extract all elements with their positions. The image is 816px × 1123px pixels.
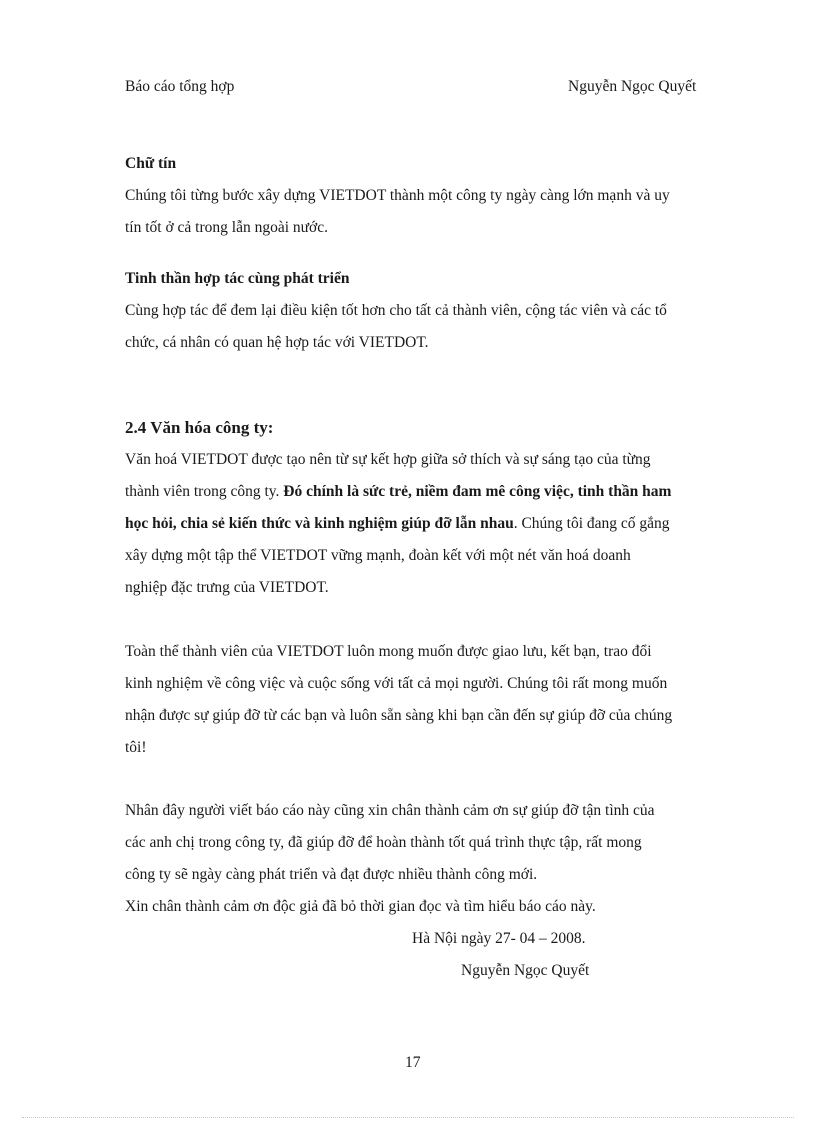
paragraph-line <box>125 483 671 501</box>
signature-name: Nguyễn Ngọc Quyết <box>461 962 590 979</box>
paragraph-line: nghiệp đặc trưng của VIETDOT. <box>125 579 329 596</box>
signature-place-date: Hà Nội ngày 27- 04 – 2008. <box>412 930 586 947</box>
paragraph-line: tôi! <box>125 739 147 756</box>
paragraph-line <box>125 515 670 533</box>
paragraph-line: Chúng tôi từng bước xây dựng VIETDOT thành một công ty ngày càng lớn mạnh và uy <box>125 187 670 204</box>
paragraph-line: kinh nghiệm về công việc và cuộc sống với tất cả mọi người. Chúng tôi rất mong muốn <box>125 675 668 692</box>
section-heading-van-hoa: 2.4 Văn hóa công ty: <box>125 418 274 437</box>
paragraph-line: chức, cá nhân có quan hệ hợp tác với VIETDOT. <box>125 334 429 351</box>
paragraph-line: Cùng hợp tác để đem lại điều kiện tốt hơn cho tất cả thành viên, cộng tác viên và các tổ <box>125 302 667 319</box>
paragraph-line: các anh chị trong công ty, đã giúp đỡ để hoàn thành tốt quá trình thực tập, rất mong <box>125 834 642 851</box>
text-bold: học hỏi, chia sẻ kiến thức và kinh nghiệm giúp đỡ lẫn nhau <box>125 515 514 532</box>
paragraph-line: công ty sẽ ngày càng phát triển và đạt được nhiều thành công mới. <box>125 866 538 883</box>
paragraph-line: tín tốt ở cả trong lẫn ngoài nước. <box>125 219 328 236</box>
paragraph-line: Nhân đây người viết báo cáo này cũng xin chân thành cảm ơn sự giúp đỡ tận tình của <box>125 802 655 819</box>
paragraph-line: Văn hoá VIETDOT được tạo nên từ sự kết hợp giữa sở thích và sự sáng tạo của từng <box>125 451 651 468</box>
section-title-hop-tac: Tinh thần hợp tác cùng phát triển <box>125 270 350 287</box>
paragraph-line: Xin chân thành cảm ơn độc giả đã bỏ thời gian đọc và tìm hiểu báo cáo này. <box>125 898 596 915</box>
page-number: 17 <box>405 1054 421 1071</box>
text-normal: . Chúng tôi đang cố gắng <box>513 515 670 532</box>
paragraph-line: nhận được sự giúp đỡ từ các bạn và luôn sẵn sàng khi bạn cần đến sự giúp đỡ của chúng <box>125 707 673 724</box>
text-bold: Đó chính là sức trẻ, niềm đam mê công việc, tinh thần ham <box>283 483 672 500</box>
paragraph-line: Toàn thể thành viên của VIETDOT luôn mong muốn được giao lưu, kết bạn, trao đổi <box>125 643 652 660</box>
header-right: Nguyễn Ngọc Quyết <box>568 78 697 95</box>
section-title-chu-tin: Chữ tín <box>125 155 177 172</box>
page-bottom-border <box>22 1117 794 1118</box>
text-normal: thành viên trong công ty. <box>125 483 284 500</box>
paragraph-line: xây dựng một tập thể VIETDOT vững mạnh, đoàn kết với một nét văn hoá doanh <box>125 547 631 564</box>
header-left: Báo cáo tổng hợp <box>125 78 235 95</box>
